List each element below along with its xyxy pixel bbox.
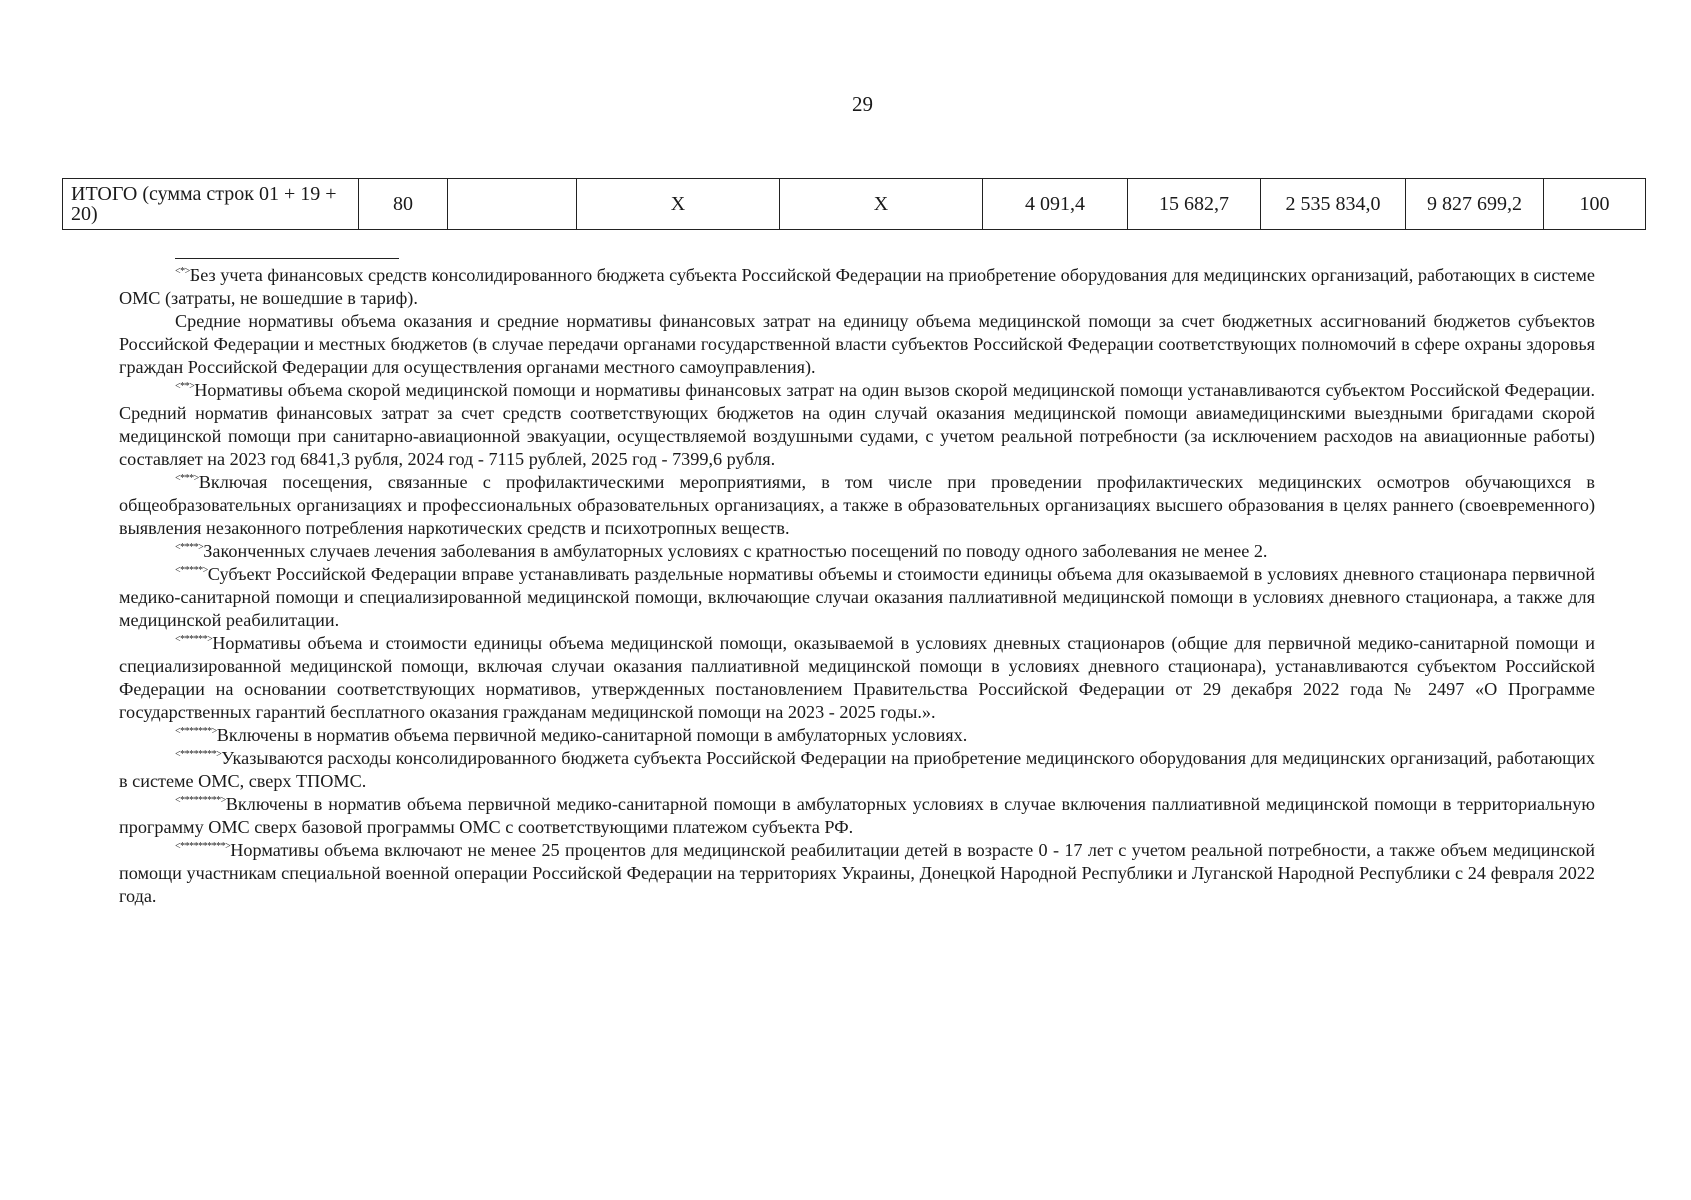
footnote-text: Субъект Российской Федерации вправе устанавливать раздельные нормативы объемы и стоимости единицы объема для оказываемой в условиях дневного стационара первичной медико-санитарной помощи и специализированной медицинской помощи, включающие случаи оказания паллиативной медицинской помощи в условиях дневного стационара, а также для медицинской реабилитации. [119,564,1595,630]
footnote [119,310,1595,379]
footnote-mark: <******> [175,634,213,645]
footnote-mark: <*> [175,266,190,277]
footnote-mark: <*****> [175,565,208,576]
total-cell: Х [780,179,983,230]
footnote [119,632,1595,724]
total-cell: Х [577,179,780,230]
footnote-text: Включены в норматив объема первичной медико-санитарной помощи в амбулаторных условиях в случае включения паллиативной медицинской помощи в территориальную программу ОМС сверх базовой программы ОМС с соответствующими платежом субъекта РФ. [119,794,1595,837]
total-label: ИТОГО (сумма строк 01 + 19 + 20) [63,179,359,230]
footnote-mark: <*******> [175,726,217,737]
total-cell: 4 091,4 [983,179,1128,230]
summary-table [62,178,1646,230]
footnote-text: Средние нормативы объема оказания и средние нормативы финансовых затрат на единицу объема медицинской помощи за счет бюджетных ассигнований бюджетов субъектов Российской Федерации и местных бюджетов (в случае передачи органами государственной власти субъектов Российской Федерации соответствующих полномочий в сфере охраны здоровья граждан Российской Федерации для осуществления органами местного самоуправления). [119,311,1595,377]
footnote [119,793,1595,839]
footnote-text: Нормативы объема скорой медицинской помощи и нормативы финансовых затрат на один вызов скорой медицинской помощи устанавливаются субъектом Российской Федерации. Средний норматив финансовых затрат за счет средств соответствующих бюджетов на один случай оказания медицинской помощи авиамедицинскими выездными бригадами скорой медицинской помощи при санитарно-авиационной эвакуации, осуществляемой воздушными судами, с учетом реальной потребности (за исключением расходов на авиационные работы) составляет на 2023 год 6841,3 рубля, 2024 год - 7115 рублей, 2025 год - 7399,6 рубля. [119,380,1595,469]
footnote-mark: <*********> [175,795,226,806]
footnote-text: Нормативы объема и стоимости единицы объема медицинской помощи, оказываемой в условиях дневных стационаров (общие для первичной медико-санитарной помощи и специализированной медицинской помощи, включая случаи оказания паллиативной медицинской помощи в условиях дневного стационара), устанавливаются субъектом Российской Федерации на основании соответствующих нормативов, утвержденных постановлением Правительства Российской Федерации от 29 декабря 2022 года № 2497 «О Программе государственных гарантий бесплатного оказания гражданам медицинской помощи на 2023 - 2025 годы.». [119,633,1595,722]
footnote-text: Законченных случаев лечения заболевания в амбулаторных условиях с кратностью посещений по поводу одного заболевания не менее 2. [203,541,1268,561]
footnote [119,379,1595,471]
footnote-text: Нормативы объема включают не менее 25 процентов для медицинской реабилитации детей в возрасте 0 - 17 лет с учетом реальной потребности, а также объем медицинской помощи участникам специальной военной операции Российской Федерации на территориях Украины, Донецкой Народной Республики и Луганской Народной Республики с 24 февраля 2022 года. [119,840,1595,906]
footnote [119,563,1595,632]
footnote [119,540,1595,563]
footnote-text: Указываются расходы консолидированного бюджета субъекта Российской Федерации на приобретение медицинского оборудования для медицинских организаций, работающих в системе ОМС, сверх ТПОМС. [119,748,1595,791]
footnote-separator [175,258,399,259]
footnote-mark: <***> [175,473,199,484]
page-number: 29 [852,92,873,116]
total-row [63,179,1646,230]
footnote-text: Включая посещения, связанные с профилактическими мероприятиями, в том числе при проведении профилактических медицинских осмотров обучающихся в общеобразовательных организациях и профессиональных образовательных организациях, а также в образовательных организациях высшего образования в целях раннего (своевременного) выявления незаконного потребления наркотических средств и психотропных веществ. [119,472,1595,538]
footnote [119,747,1595,793]
total-percent: 100 [1544,179,1646,230]
footnote [119,724,1595,747]
total-row-code: 80 [359,179,448,230]
footnote-mark: <****> [175,542,204,553]
footnote-text: Включены в норматив объема первичной медико-санитарной помощи в амбулаторных условиях. [216,725,968,745]
footnote-text: Без учета финансовых средств консолидированного бюджета субъекта Российской Федерации на приобретение оборудования для медицинских организаций, работающих в системе ОМС (затраты, не вошедшие в тариф). [119,265,1595,308]
footnotes [119,264,1595,908]
total-cell: 15 682,7 [1128,179,1261,230]
footnote [119,839,1595,908]
footnote-mark: <**> [175,381,195,392]
footnote [119,264,1595,310]
total-cell: 9 827 699,2 [1406,179,1544,230]
total-cell: 2 535 834,0 [1261,179,1406,230]
footnote-mark: <********> [175,749,222,760]
footnote-mark: <**********> [175,841,231,852]
total-cell [448,179,577,230]
footnote [119,471,1595,540]
